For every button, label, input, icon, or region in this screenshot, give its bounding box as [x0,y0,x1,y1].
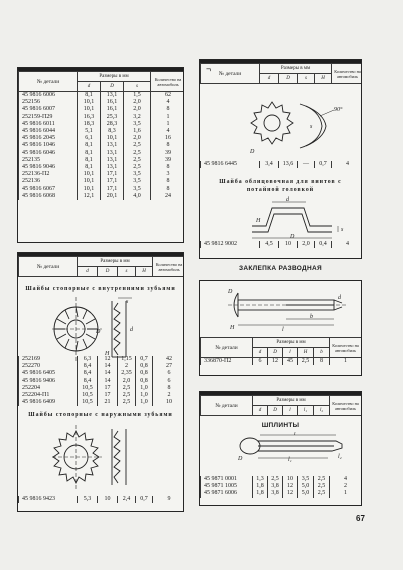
value-cell: 1,0 [136,385,153,392]
value-cell: 10,1 [78,186,101,193]
value-cell: 4,0 [124,193,151,200]
value-cell: 2,5 [298,358,314,366]
flat-washer-table-box [17,67,184,243]
col-H-header: H [298,348,314,358]
dimensions-header: Размеры в мм [253,396,330,406]
value-cell: 16,1 [101,99,124,106]
value-cell: 10,5 [78,392,98,399]
value-cell: 8,1 [78,142,101,149]
lock-washer-table-box [17,252,184,512]
lock-washer-table [18,356,184,406]
part-number-cell: 45 9816 9406 [19,378,78,385]
value-cell: 6,3 [78,356,98,363]
part-number-cell: 45 9816 6405 [19,370,78,377]
value-cell: 20,1 [101,193,124,200]
svg-text:D: D [228,289,233,295]
part-number-header: № детали [201,64,260,84]
col-l-header: l [283,406,298,416]
part-number-cell: 45 9816 6445 [201,161,260,168]
value-cell: 2,0 [124,99,151,106]
external-tooth-washer-drawing [52,423,162,491]
value-cell: 2,5 [268,476,283,483]
svg-text:d: d [130,327,133,333]
value-cell: 2 [330,483,362,490]
part-number-cell: 45 9816 2045 [19,135,78,142]
part-number-cell: 252169 [19,356,78,363]
cotter-pin-table [200,476,362,498]
svg-text:H: H [105,351,110,357]
countersunk-washer-drawing [248,196,358,240]
part-number-cell: 252159-П29 [19,114,78,121]
value-cell: 17 [98,385,118,392]
value-cell: 8 [314,358,330,366]
value-cell: 1,3 [253,476,268,483]
value-cell: 0,8 [136,370,153,377]
value-cell: 10,1 [78,99,101,106]
table-row [19,171,185,178]
internal-teeth-caption: Шайбы стопорные с внутренними зубьями [25,286,176,292]
table-row [19,356,185,363]
part-number-cell: 336870-П2 [201,358,253,366]
value-cell: 14 [98,370,118,377]
svg-text:l: l [282,327,284,331]
page-number: 67 [356,514,365,523]
table-row [201,476,362,483]
value-cell: 3,5 [124,186,151,193]
value-cell: 28,3 [101,121,124,128]
part-number-cell: 252135 [19,157,78,164]
dimensions-header: Размеры в мм [78,257,153,267]
value-cell: 2,5 [118,385,136,392]
value-cell: — [298,161,315,168]
value-cell: 10,1 [78,171,101,178]
col-d-header: d [253,348,268,358]
value-cell: 8 [151,178,184,185]
value-cell: 4 [330,476,362,483]
value-cell: 17,1 [101,178,124,185]
part-number-cell: 45 9816 9423 [19,496,78,503]
value-cell: 13,1 [101,142,124,149]
value-cell: 10,1 [101,135,124,142]
countersunk-washer-row [201,241,363,248]
value-cell: 27 [153,363,185,370]
quantity-header: Количество на автомобиль [332,64,362,84]
lock-washer-header-table [18,256,184,277]
col-D-header: D [98,267,118,277]
value-cell: 0,7 [136,356,153,363]
col-D-header: D [268,406,283,416]
corner-mark: ¬ [206,64,212,74]
table-row [19,92,185,100]
table-row [201,483,362,490]
external-teeth-caption: Шайбы стопорные с наружными зубьями [28,412,173,418]
value-cell: 8 [151,106,184,113]
svg-text:D: D [250,149,255,155]
svg-text:l₂: l₂ [338,454,342,460]
svg-text:D: D [290,234,295,240]
value-cell: 2,5 [124,150,151,157]
value-cell: 0,8 [136,363,153,370]
svg-text:s: s [126,299,129,305]
col-H-header: H [315,74,332,84]
value-cell: 2,5 [314,476,330,483]
value-cell: 8,4 [78,370,98,377]
table-row [19,496,185,503]
countersunk-washer-caption: Шайба облицовочная для винтов с потайной головкой [219,179,342,193]
cotter-pin-drawing [238,432,348,462]
value-cell: 3,5 [298,476,314,483]
part-number-cell: 252136 [19,178,78,185]
col-d-header: d [78,267,98,277]
rivet-table-box [199,280,362,376]
col-d-header: d [253,406,268,416]
value-cell: 8,4 [78,363,98,370]
rivet-section-title: ЗАКЛЕПКА РАЗВОДНАЯ [239,265,322,272]
value-cell: 10 [153,399,185,406]
value-cell: 1,6 [124,128,151,135]
col-b-header: b [314,348,330,358]
serrated-washer-row [201,161,363,168]
value-cell: 17,1 [101,171,124,178]
part-number-cell: 45 9816 6011 [19,121,78,128]
svg-text:H: H [256,218,261,224]
value-cell: 2,4 [118,496,136,503]
col-l1-header: l₁ [298,406,314,416]
part-number-cell: 45 9816 6409 [19,399,78,406]
part-number-cell: 45 9816 9046 [19,164,78,171]
value-cell: 8 [151,164,184,171]
value-cell: 39 [151,157,184,164]
dimensions-header: Размеры в мм [260,64,332,74]
serrated-washer-drawing [250,98,360,158]
top-band [200,392,361,395]
value-cell: 1,0 [136,392,153,399]
svg-text:90°: 90° [334,107,343,113]
value-cell: 10,5 [78,399,98,406]
top-band [200,60,361,63]
external-teeth-table [18,496,184,503]
rivet-table [200,337,362,365]
value-cell: 2,5 [118,392,136,399]
value-cell: 10,1 [78,178,101,185]
col-D-header: D [268,348,283,358]
value-cell: 8,3 [101,128,124,135]
svg-text:d: d [286,197,289,203]
split-rivet-drawing [228,285,348,331]
value-cell: 6,1 [78,135,101,142]
value-cell: 2 [118,363,136,370]
value-cell: 39 [151,150,184,157]
value-cell: 1 [151,114,184,121]
value-cell: 3,2 [124,114,151,121]
table-row [19,186,185,193]
value-cell: 42 [153,356,185,363]
value-cell: 0,4 [315,241,332,248]
value-cell: 6 [153,378,185,385]
value-cell: 16 [151,135,184,142]
table-row [201,161,363,168]
table-row [19,128,185,135]
value-cell: 2,35 [118,370,136,377]
value-cell: 10 [279,241,298,248]
table-row [19,370,185,377]
value-cell: 4 [151,99,184,106]
value-cell: 8,1 [78,92,101,100]
quantity-header: Количество на автомобиль [151,72,184,92]
table-row [19,106,185,113]
table-row [19,385,185,392]
value-cell: 4,5 [260,241,279,248]
table-row [201,241,363,248]
part-number-header: № детали [201,338,253,358]
table-row [19,114,185,121]
part-number-cell: 252204 [19,385,78,392]
part-number-cell: 45 9816 6006 [19,92,78,100]
quantity-header: Количество на автомобиль [330,338,362,358]
value-cell: 2,0 [124,106,151,113]
value-cell: 2,5 [124,142,151,149]
svg-text:d: d [338,295,341,301]
part-number-cell: 45 9816 6068 [19,193,78,200]
value-cell: 2,5 [124,164,151,171]
value-cell: 4 [151,128,184,135]
value-cell: 10,5 [78,385,98,392]
rivet-rows [201,358,362,366]
table-row [19,363,185,370]
value-cell: 6 [153,370,185,377]
value-cell: 1 [330,358,362,366]
svg-text:l₁: l₁ [288,457,292,462]
svg-text:s: s [341,227,344,233]
value-cell: 8,1 [78,150,101,157]
value-cell: 14 [98,363,118,370]
table-row [19,392,185,399]
top-band [18,68,183,71]
part-number-cell: 252204-П1 [19,392,78,399]
part-number-cell: 45 9816 6046 [19,150,78,157]
dimensions-header: Размеры в мм [253,338,330,348]
table-row [19,121,185,128]
part-number-cell: 45 9871 6006 [201,490,253,497]
cotter-pin-table-box [199,391,362,506]
svg-text:H: H [230,325,235,331]
value-cell: 25,3 [101,114,124,121]
value-cell: 1,15 [118,356,136,363]
part-number-cell: 45 9812 9002 [201,241,260,248]
facing-washer-header-table [200,63,362,84]
value-cell: 2,5 [314,483,330,490]
value-cell: 1,5 [124,92,151,100]
value-cell: 12 [268,358,283,366]
value-cell: 2,0 [298,241,315,248]
col-l-header: l [283,348,298,358]
svg-text:b: b [310,314,313,320]
table-row [201,358,362,366]
value-cell: 10 [98,496,118,503]
table-row [19,178,185,185]
value-cell: 13,1 [101,157,124,164]
value-cell: 14 [98,378,118,385]
value-cell: 18,3 [78,121,101,128]
value-cell: 1,0 [136,399,153,406]
value-cell: 3,5 [124,171,151,178]
table-row [19,135,185,142]
part-number-cell: 45 9871 0001 [201,476,253,483]
value-cell: 13,1 [101,150,124,157]
value-cell: 17,1 [101,186,124,193]
part-number-cell: 45 9816 6067 [19,186,78,193]
value-cell: 3,5 [124,178,151,185]
part-number-header: № детали [201,396,253,416]
value-cell: 1,8 [253,483,268,490]
cotter-pin-rows [201,476,362,498]
value-cell: 8 [153,385,185,392]
value-cell: 2 [153,392,185,399]
col-d-header: d [260,74,279,84]
value-cell: 8,1 [78,157,101,164]
value-cell: 16,3 [78,114,101,121]
cotter-pin-section-title: ШПЛИНТЫ [261,422,300,429]
value-cell: 3,8 [268,490,283,497]
svg-text:s: s [310,124,313,130]
value-cell: 8,4 [78,378,98,385]
flat-washer-table [18,71,184,200]
external-teeth-rows [19,496,185,503]
value-cell: 0,7 [136,496,153,503]
value-cell: 45 [283,358,298,366]
table-row [201,490,362,497]
value-cell: 0,8 [136,378,153,385]
table-row [19,164,185,171]
value-cell: 2,0 [118,378,136,385]
cotter-pin-header-table [200,395,362,416]
top-band [18,253,183,256]
value-cell: 4 [332,161,363,168]
value-cell: 3 [151,171,184,178]
dimensions-header: Размеры в мм [78,72,151,82]
part-number-cell: 45 9871 1005 [201,483,253,490]
value-cell: 5,1 [78,128,101,135]
quantity-header: Количество на автомобиль [330,396,362,416]
table-row [19,378,185,385]
quantity-header: Количество на автомобиль [153,257,184,277]
value-cell: 1,8 [253,490,268,497]
col-D-header: D [279,74,298,84]
col-D-header: D [101,82,124,92]
value-cell: 2,5 [118,399,136,406]
col-H-header: H [136,267,153,277]
svg-text:D: D [238,456,243,462]
facing-washer-row1-table [200,161,362,168]
value-cell: 2,5 [124,157,151,164]
value-cell: 10,1 [78,106,101,113]
col-s-header: s [124,82,151,92]
value-cell: 8,1 [78,164,101,171]
table-row [19,157,185,164]
value-cell: 9 [153,496,185,503]
value-cell: 16,1 [101,106,124,113]
col-d-header: d [78,82,101,92]
value-cell: 8 [151,186,184,193]
value-cell: 5,0 [298,483,314,490]
flat-washer-rows [19,92,185,201]
value-cell: 5,0 [298,490,314,497]
value-cell: 12 [98,356,118,363]
value-cell: 62 [151,92,184,100]
value-cell: 1 [330,490,362,497]
internal-tooth-washer-drawing [52,295,162,363]
table-row [19,399,185,406]
part-number-header: № детали [19,72,78,92]
value-cell: 10 [283,476,298,483]
col-s-header: s [298,74,315,84]
value-cell: 2,5 [314,490,330,497]
value-cell: 6 [253,358,268,366]
part-number-header: № детали [19,257,78,277]
part-number-cell: 252270 [19,363,78,370]
value-cell: 5,3 [78,496,98,503]
value-cell: 24 [151,193,184,200]
value-cell: 12 [283,483,298,490]
value-cell: 0,7 [315,161,332,168]
value-cell: 8 [151,142,184,149]
svg-text:l: l [294,432,296,437]
facing-washer-table-box [199,59,362,259]
table-row [19,99,185,106]
table-row [19,193,185,200]
internal-teeth-rows [19,356,185,406]
part-number-cell: 45 9816 6007 [19,106,78,113]
part-number-cell: 252156 [19,99,78,106]
table-row [19,142,185,149]
value-cell: 2,0 [124,135,151,142]
col-s-header: s [118,267,136,277]
col-l2-header: l₂ [314,406,330,416]
part-number-cell: 45 9816 1046 [19,142,78,149]
value-cell: 12 [283,490,298,497]
value-cell: 13,1 [101,92,124,100]
value-cell: 13,1 [101,164,124,171]
svg-text:D: D [96,329,101,335]
value-cell: 13,6 [279,161,298,168]
value-cell: 4 [332,241,363,248]
part-number-cell: 45 9816 6044 [19,128,78,135]
value-cell: 12,1 [78,193,101,200]
value-cell: 3,8 [268,483,283,490]
value-cell: 17 [98,392,118,399]
part-number-cell: 252136-П2 [19,171,78,178]
facing-washer-row2-table [200,241,362,248]
value-cell: 1 [151,121,184,128]
table-row [19,150,185,157]
value-cell: 3,5 [124,121,151,128]
value-cell: 3,4 [260,161,279,168]
value-cell: 21 [98,399,118,406]
